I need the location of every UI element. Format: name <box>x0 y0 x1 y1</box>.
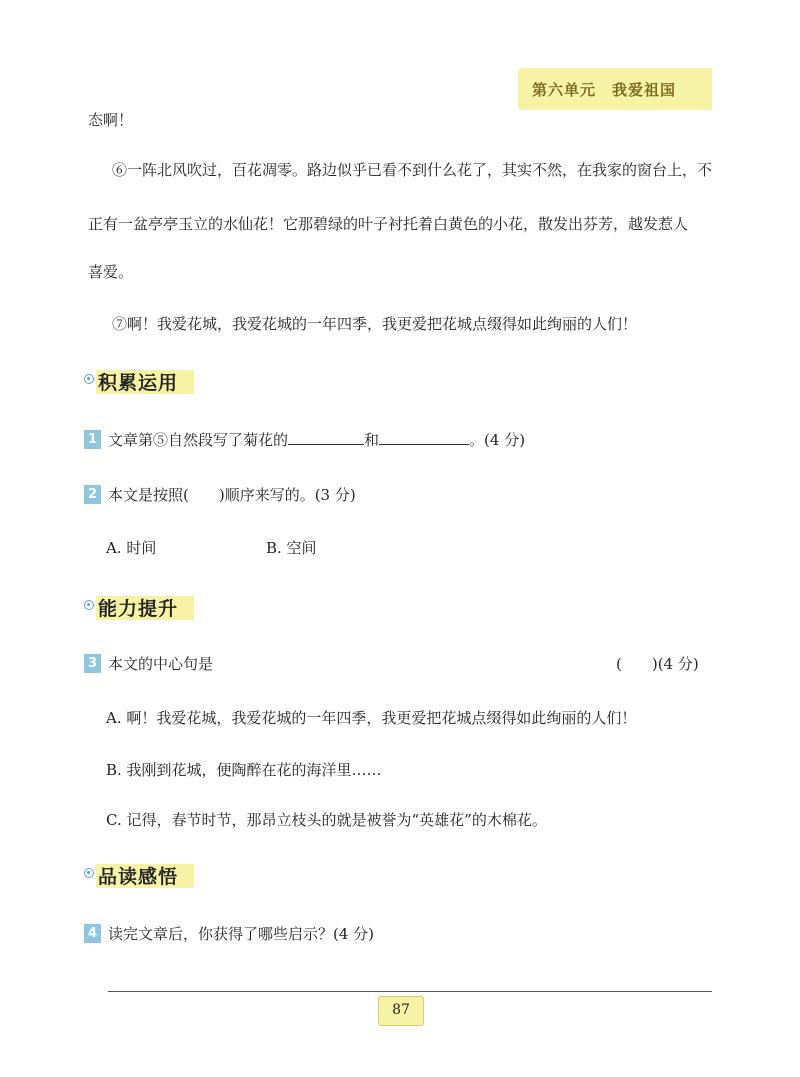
section-title: 能力提升 <box>98 598 179 620</box>
passage-p6-line2: 正有一盆亭亭玉立的水仙花！它那碧绿的叶子衬托着白黄色的小花，散发出芬芳，越发惹人 <box>88 215 689 233</box>
question-3-option-b[interactable]: B. 我刚到花城，便陶醉在花的海洋里…… <box>106 761 382 779</box>
question-1-text-c: 。(4 分) <box>469 431 526 449</box>
section-title: 品读感悟 <box>98 866 179 888</box>
question-1-text-a: 文章第⑤自然段写了菊花的 <box>108 431 289 449</box>
section-bullet-icon <box>84 374 94 384</box>
question-3-option-a[interactable]: A. 啊！我爱花城，我爱花城的一年四季，我更爱把花城点缀得如此绚丽的人们！ <box>106 709 637 727</box>
answer-blank-2[interactable] <box>379 430 469 445</box>
answer-blank-1[interactable] <box>288 430 364 445</box>
question-3-text: 本文的中心句是 <box>108 655 214 673</box>
passage-p6-line1: ⑥一阵北风吹过，百花凋零。路边似乎已看不到什么花了，其实不然，在我家的窗台上，不 <box>112 161 713 179</box>
question-number-badge: 3 <box>84 654 101 673</box>
passage-p6-line3: 喜爱。 <box>88 263 134 281</box>
page-number-badge <box>378 996 424 1026</box>
question-number-badge: 1 <box>84 430 101 449</box>
question-2-text: 本文是按照( )顺序来写的。(3 分) <box>108 486 356 504</box>
question-number-badge: 2 <box>84 485 101 504</box>
section-accumulation <box>84 366 204 394</box>
question-3-score: ( )(4 分) <box>616 655 699 673</box>
section-bullet-icon <box>84 868 94 878</box>
question-4-text: 读完文章后，你获得了哪些启示？(4 分) <box>108 925 375 943</box>
question-2-option-b[interactable]: B. 空间 <box>266 539 317 557</box>
question-2-option-a[interactable]: A. 时间 <box>106 539 157 557</box>
unit-title: 第六单元 我爱祖国 <box>532 81 677 99</box>
question-1 <box>108 430 525 450</box>
footer-divider <box>108 991 712 992</box>
passage-line-continued: 态啊！ <box>88 111 134 129</box>
question-1-text-b: 和 <box>364 431 380 449</box>
section-title: 积累运用 <box>98 372 179 394</box>
question-number-badge: 4 <box>84 924 101 943</box>
section-reading <box>84 860 204 888</box>
section-ability <box>84 592 204 620</box>
section-bullet-icon <box>84 600 94 610</box>
unit-header-badge <box>518 68 712 110</box>
passage-p7-line1: ⑦啊！我爱花城，我爱花城的一年四季，我更爱把花城点缀得如此绚丽的人们！ <box>112 315 638 333</box>
page-number: 87 <box>392 1002 410 1018</box>
question-3-option-c[interactable]: C. 记得，春节时节，那昂立枝头的就是被誉为“英雄花”的木棉花。 <box>106 811 547 829</box>
